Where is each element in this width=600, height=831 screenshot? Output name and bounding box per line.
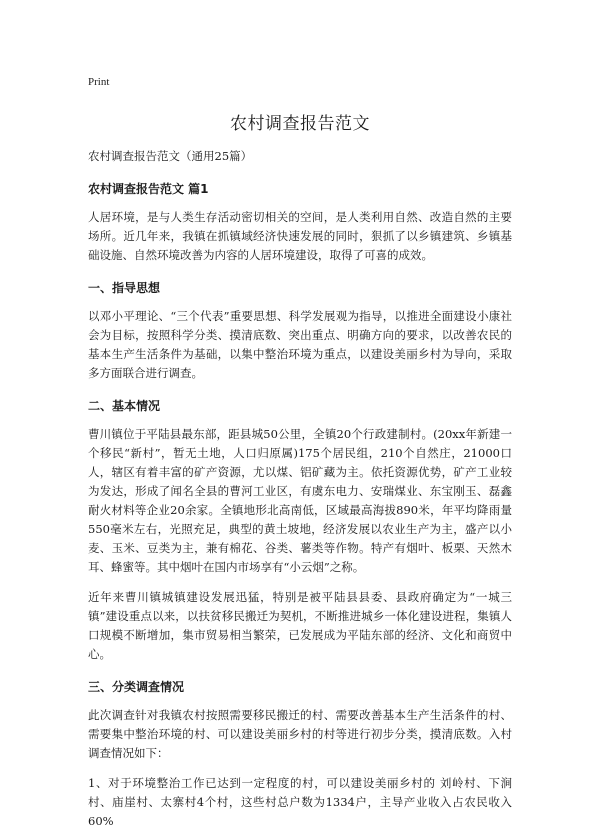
print-link[interactable]: Print — [88, 76, 110, 88]
paragraph-guiding-ideology: 以邓小平理论、“三个代表”重要思想、科学发展观为指导，以推进全面建设小康社会为目标，按照科学分类、摸清底数、突出重点、明确方向的要求，以改善农民的基本生产生活条件为基础，以集中整治环境为重点，以建设美丽乡村为导向，采取多方面联合进行调查。 — [88, 309, 512, 380]
page-title: 农村调查报告范文 — [230, 114, 370, 134]
paragraph-basic-situation-1: 曹川镇位于平陆县最东部，距县城50公里，全镇20个行政建制村。(20xx年新建一个移民“新村”，暂无土地，人口归原属)175个居民组，210个自然庄，21000口人，辖区有着丰富的矿产资源，尤以煤、铝矿藏为主。依托资源优势，矿产工业较为发达，形成了闻名全县的曹河工业区，有虞东电力、安瑞煤业、东宝刚玉、磊鑫耐火材料等企业20余家。全镇地形北高南低，区域最高海拔890米，年平均降雨量550毫米左右，光照充足，典型的黄土坡地，经济发展以农业生产为主，盛产以小麦、玉米、豆类为主，兼有棉花、谷类、薯类等作物。特产有烟叶、板栗、天然木耳、蜂蜜等。其中烟叶在国内市场享有“小云烟”之称。 — [88, 427, 512, 574]
article-heading: 农村调查报告范文 篇1 — [88, 182, 209, 196]
article-subtitle: 农村调查报告范文（通用25篇） — [88, 149, 253, 163]
paragraph-classified-survey-2: 1、对于环境整治工作已达到一定程度的村，可以建设美丽乡村的 刘岭村、下涧村、庙崖村、太寨村4个村，这些村总户数为1334户，主导产业收入占农民收入60% — [88, 776, 512, 828]
paragraph-basic-situation-2: 近年来曹川镇城镇建设发展迅猛，特别是被平陆县县委、县政府确定为“一城三镇”建设重点以来，以扶贫移民搬迁为契机，不断推进城乡一体化建设进程，集镇人口规模不断增加，集市贸易相当繁荣，已发展成为平陆东部的经济、文化和商贸中心。 — [88, 590, 512, 661]
section-heading-classified-survey: 三、分类调查情况 — [88, 680, 185, 694]
intro-paragraph: 人居环境，是与人类生存活动密切相关的空间，是人类利用自然、改造自然的主要场所。近几年来，我镇在抓镇域经济快速发展的同时，狠抓了以乡镇建筑、乡镇基础设施、自然环境改善为内容的人居环境建设，取得了可喜的成效。 — [88, 210, 512, 262]
section-heading-basic-situation: 二、基本情况 — [88, 399, 161, 413]
paragraph-classified-survey-1: 此次调查针对我镇农村按照需要移民搬迁的村、需要改善基本生产生活条件的村、需要集中整治环境的村、可以建设美丽乡村的村等进行初步分类，摸清底数。入村调查情况如下： — [88, 708, 512, 760]
section-heading-guiding-ideology: 一、指导思想 — [88, 281, 161, 295]
